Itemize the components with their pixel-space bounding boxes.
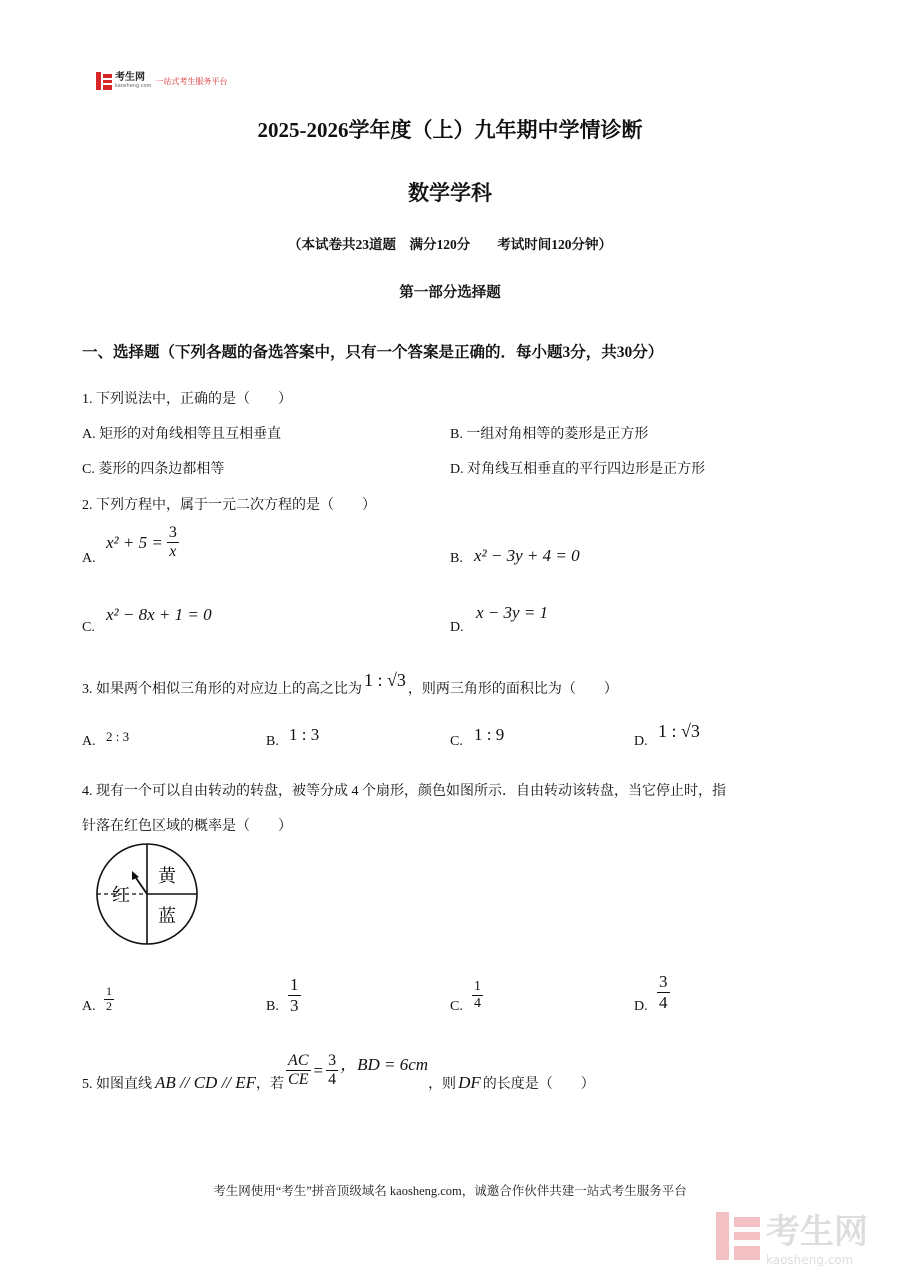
q2-option-d-label: D. [450, 620, 464, 635]
q2-option-c-label: C. [82, 620, 95, 635]
q4-option-b-label: B. [266, 999, 279, 1014]
q5-if: ，若 [256, 1076, 285, 1092]
q4-stem-line2: 针落在红色区域的概率是（ ） [82, 819, 292, 834]
q2-stem: 2. 下列方程中，属于一元二次方程的是（ ） [82, 498, 376, 513]
q4-option-a-den: 2 [106, 998, 112, 1013]
q3-option-c: 1 : 9 [474, 725, 505, 744]
q5-stem-pre: 5. 如图直线 [82, 1076, 152, 1092]
q2-option-b-label: B. [450, 551, 463, 566]
q1-stem: 1. 下列说法中，正确的是（ ） [82, 392, 292, 407]
q2-option-a-lhs: x² + 5 = [106, 532, 163, 552]
q2-option-a-den: x [169, 543, 177, 561]
q5-df: DF [458, 1072, 481, 1092]
q4-option-c-den: 4 [474, 996, 481, 1012]
q5-value-num: 3 [326, 1052, 338, 1071]
q3-option-a-label: A. [82, 734, 96, 749]
q3-option-d: 1 : √3 [658, 721, 700, 741]
part-title: 第一部分选择题 [399, 284, 501, 301]
q4-option-a-label: A. [82, 999, 96, 1014]
spinner-label-red: 红 [112, 885, 130, 906]
page-footer: 考生网使用“考生”拼音顶级域名 kaosheng.com，诚邀合作伙伴共建一站式考生服务平台 [213, 1184, 687, 1198]
spinner-diagram [92, 840, 204, 948]
q4-option-b-den: 3 [290, 995, 299, 1015]
q3-stem-pre: 3. 如果两个相似三角形的对应边上的高之比为 [82, 681, 362, 697]
kaosheng-logo-icon [96, 72, 112, 90]
q5-equals: = [313, 1060, 324, 1080]
q3-option-b-label: B. [266, 734, 279, 749]
logo-slogan: 一站式考生服务平台 [155, 76, 228, 86]
q5-then: ，则 [428, 1076, 457, 1092]
q5-value-frac [326, 1052, 338, 1090]
q1-option-c: C. 菱形的四条边都相等 [82, 462, 225, 477]
spinner-label-blue: 蓝 [158, 906, 176, 927]
q4-option-c-label: C. [450, 999, 463, 1014]
watermark-name: 考生网 [766, 1212, 868, 1252]
q1-option-d: D. 对角线互相垂直的平行四边形是正方形 [450, 462, 706, 477]
q2-option-c: x² − 8x + 1 = 0 [106, 605, 212, 624]
q4-option-d-num: 3 [659, 972, 668, 991]
q3-option-c-label: C. [450, 734, 463, 749]
q1-option-b: B. 一组对角相等的菱形是正方形 [450, 427, 649, 442]
q3-stem [82, 670, 618, 698]
q3-ratio: 1 : √3 [364, 670, 406, 690]
q4-option-a [104, 985, 114, 1014]
q5-bd: ，BD = 6cm [340, 1055, 429, 1075]
q3-stem-post: ，则两三角形的面积比为（ ） [407, 681, 618, 697]
q4-option-a-num: 1 [106, 984, 112, 998]
spinner-label-yellow: 黄 [158, 866, 176, 887]
logo-name: 考生网 [115, 72, 145, 83]
q2-option-a [106, 524, 179, 562]
q5-stem-post: 的长度是（ ） [482, 1076, 595, 1092]
q3-option-a: 2 : 3 [106, 729, 130, 744]
q2-option-a-num: 3 [167, 524, 179, 543]
q5-ratio-den: CE [288, 1071, 309, 1089]
watermark [716, 1204, 868, 1267]
q5-ratio-num: AC [286, 1052, 310, 1071]
q5-value-den: 4 [328, 1071, 337, 1089]
q4-option-d [657, 972, 670, 1012]
q4-option-c-num: 1 [472, 979, 483, 996]
q4-option-d-label: D. [634, 999, 648, 1014]
q4-option-d-den: 4 [659, 992, 668, 1012]
q3-option-b: 1 : 3 [289, 725, 320, 744]
q5-ratio-frac [286, 1052, 310, 1090]
logo-url: kaosheng.com [115, 83, 152, 89]
q5-lines: AB // CD // EF [155, 1072, 257, 1092]
exam-info: （本试卷共23道题 满分120分 考试时间120分钟） [288, 237, 612, 252]
exam-title: 2025-2026学年度（上）九年期中学情诊断 [257, 118, 643, 142]
watermark-url: kaosheng.com [766, 1253, 854, 1267]
q5-stem [82, 1052, 595, 1090]
q4-option-b [288, 975, 301, 1015]
q2-option-b: x² − 3y + 4 = 0 [474, 546, 580, 565]
q4-option-c [472, 979, 483, 1012]
q4-stem-line1: 4. 现有一个可以自由转动的转盘，被等分成 4 个扇形，颜色如图所示．自由转动该转盘，当它停止时，指 [82, 784, 726, 799]
header-logo [96, 72, 227, 90]
section-title: 一、选择题（下列各题的备选答案中，只有一个答案是正确的．每小题3分，共30分） [82, 344, 664, 361]
q4-option-b-num: 1 [290, 975, 299, 994]
watermark-logo-icon [716, 1212, 760, 1260]
q2-option-d: x − 3y = 1 [476, 603, 549, 622]
q3-option-d-label: D. [634, 734, 648, 749]
q2-option-a-label: A. [82, 551, 96, 566]
subject-title: 数学学科 [408, 180, 492, 205]
q1-option-a: A. 矩形的对角线相等且互相垂直 [82, 427, 282, 442]
